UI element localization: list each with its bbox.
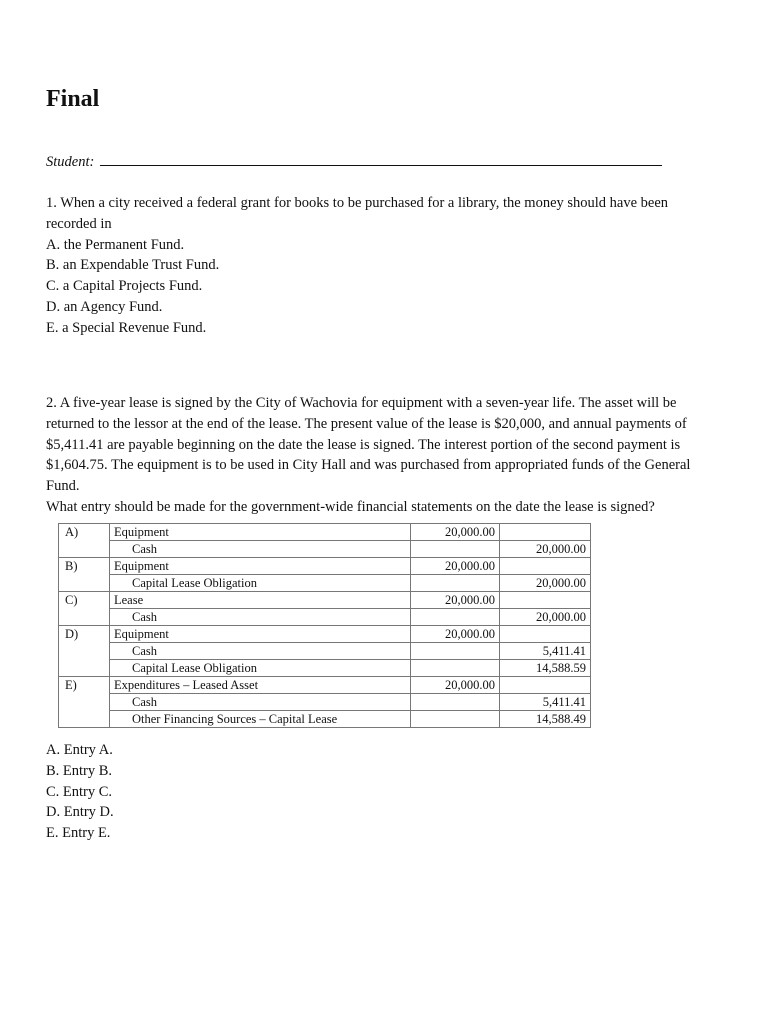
entry-letter <box>59 541 110 558</box>
debit-amount <box>411 609 500 626</box>
credit-amount <box>500 626 591 643</box>
credit-amount <box>500 524 591 541</box>
entry-letter: D) <box>59 626 110 643</box>
choice[interactable]: A. the Permanent Fund. <box>46 236 185 253</box>
account-name: Equipment <box>110 524 411 541</box>
account-name: Cash <box>110 609 411 626</box>
entry-letter <box>59 643 110 660</box>
credit-amount <box>500 677 591 694</box>
entry-letter: B) <box>59 558 110 575</box>
table-row <box>59 626 591 643</box>
question-2-text: 2. A five-year lease is signed by the City of Wachovia for equipment with a seven-year life. The asset will be returned to the lessor at the end of the lease. The present value of the lease is $20,000, and annual payments of $5,411.41 are payable beginning on the date the lease is signed. The interest portion of the second payment is $1,604.75. The equipment is to be used in City Hall and was purchased from appropriated funds of the General Fund. <box>46 395 691 495</box>
student-name-line <box>46 150 662 172</box>
credit-amount <box>500 558 591 575</box>
table-row <box>59 575 591 592</box>
debit-amount <box>411 575 500 592</box>
account-name: Lease <box>110 592 411 609</box>
student-label: Student: <box>46 154 95 170</box>
debit-amount: 20,000.00 <box>411 677 500 694</box>
choice[interactable]: A. Entry A. <box>46 742 113 758</box>
account-name: Other Financing Sources – Capital Lease <box>110 711 411 728</box>
choice[interactable]: B. an Expendable Trust Fund. <box>46 257 220 274</box>
table-row <box>59 694 591 711</box>
question-1-text: 1. When a city received a federal grant for books to be purchased for a library, the money should have been recorded in <box>46 195 669 232</box>
entry-letter <box>59 711 110 728</box>
question-2 <box>46 393 706 518</box>
debit-amount: 20,000.00 <box>411 592 500 609</box>
entry-letter: A) <box>59 524 110 541</box>
entry-letter <box>59 694 110 711</box>
entry-letter <box>59 575 110 592</box>
page-title: Final <box>46 86 100 112</box>
credit-amount: 5,411.41 <box>500 643 591 660</box>
account-name: Cash <box>110 694 411 711</box>
credit-amount: 20,000.00 <box>500 609 591 626</box>
debit-amount <box>411 660 500 677</box>
table-row <box>59 609 591 626</box>
journal-entries-table <box>58 523 591 728</box>
credit-amount: 20,000.00 <box>500 541 591 558</box>
debit-amount: 20,000.00 <box>411 524 500 541</box>
choice[interactable]: C. a Capital Projects Fund. <box>46 278 203 295</box>
choice[interactable]: B. Entry B. <box>46 762 113 779</box>
account-name: Capital Lease Obligation <box>110 660 411 677</box>
credit-amount <box>500 592 591 609</box>
question-2-prompt: What entry should be made for the government-wide financial statements on the date the lease is signed? <box>46 498 655 515</box>
question-1-choices <box>46 235 706 339</box>
question-2-choices <box>46 740 114 844</box>
choice[interactable]: C. Entry C. <box>46 783 113 800</box>
credit-amount: 5,411.41 <box>500 694 591 711</box>
account-name: Cash <box>110 541 411 558</box>
table-row <box>59 677 591 694</box>
table-row <box>59 643 591 660</box>
table-row <box>59 524 591 541</box>
table-row <box>59 592 591 609</box>
debit-amount <box>411 643 500 660</box>
choice[interactable]: D. Entry D. <box>46 804 114 821</box>
question-1 <box>46 193 706 339</box>
account-name: Cash <box>110 643 411 660</box>
debit-amount <box>411 694 500 711</box>
table-row <box>59 541 591 558</box>
debit-amount: 20,000.00 <box>411 626 500 643</box>
credit-amount: 20,000.00 <box>500 575 591 592</box>
account-name: Expenditures – Leased Asset <box>110 677 411 694</box>
account-name: Capital Lease Obligation <box>110 575 411 592</box>
entry-letter <box>59 660 110 677</box>
choice[interactable]: E. Entry E. <box>46 825 111 842</box>
choice[interactable]: E. a Special Revenue Fund. <box>46 319 207 336</box>
credit-amount: 14,588.59 <box>500 660 591 677</box>
choice[interactable]: D. an Agency Fund. <box>46 298 163 315</box>
credit-amount: 14,588.49 <box>500 711 591 728</box>
account-name: Equipment <box>110 558 411 575</box>
debit-amount <box>411 541 500 558</box>
student-name-blank[interactable] <box>100 150 662 166</box>
table-row <box>59 558 591 575</box>
table-row <box>59 711 591 728</box>
entry-letter <box>59 609 110 626</box>
account-name: Equipment <box>110 626 411 643</box>
table-row <box>59 660 591 677</box>
debit-amount: 20,000.00 <box>411 558 500 575</box>
entry-letter: C) <box>59 592 110 609</box>
debit-amount <box>411 711 500 728</box>
entry-letter: E) <box>59 677 110 694</box>
